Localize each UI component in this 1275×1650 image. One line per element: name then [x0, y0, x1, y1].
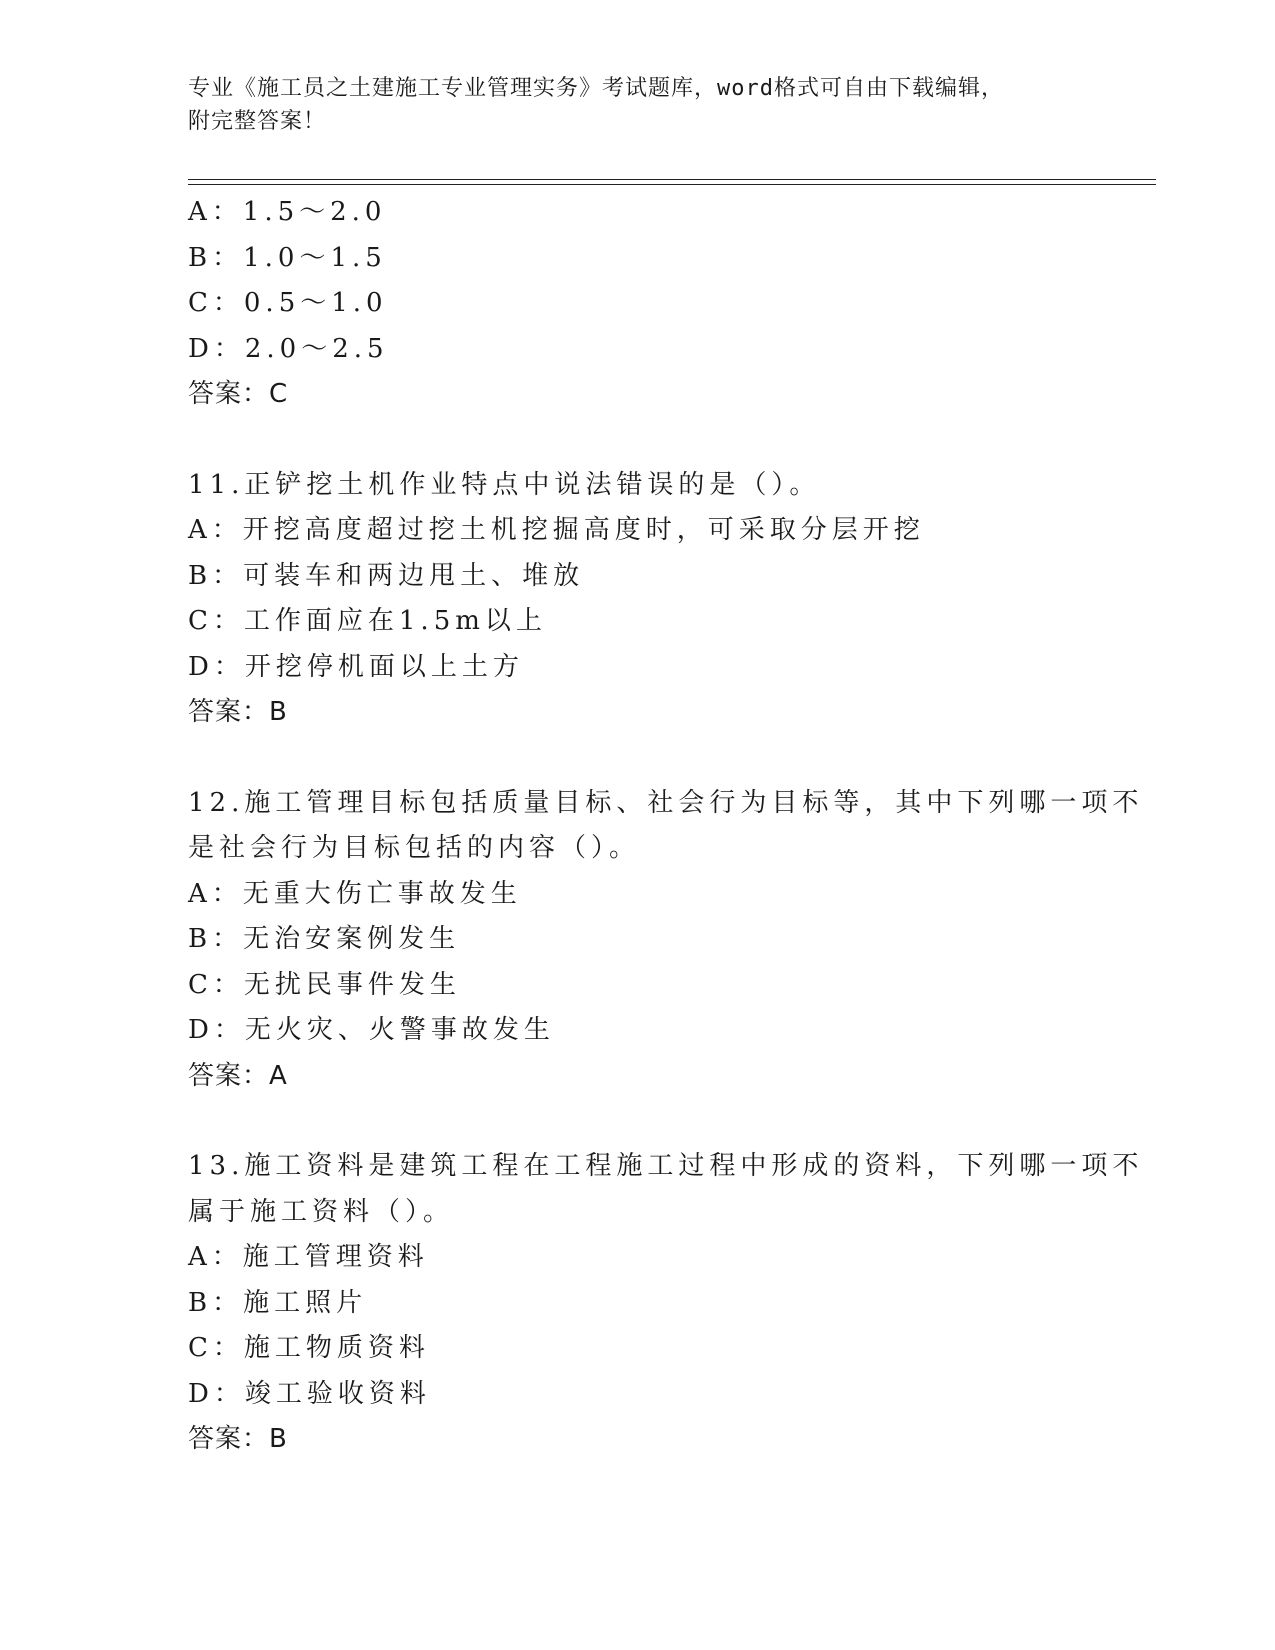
question-spacer — [188, 736, 1088, 781]
option-d: D：无火灾、火警事故发生 — [188, 1015, 555, 1045]
question-stem-line-1: 13.施工资料是建筑工程在工程施工过程中形成的资料，下列哪一项不 — [188, 1151, 1144, 1181]
answer: 答案：C — [188, 379, 289, 409]
answer: 答案：B — [188, 1424, 288, 1454]
header-line-2: 附完整答案！ — [188, 109, 327, 134]
header-divider-top — [188, 179, 1156, 180]
option-c: C：无扰民事件发生 — [188, 969, 461, 1000]
option-b: B：1.0～1.5 — [188, 242, 387, 273]
question-spacer — [188, 418, 1088, 463]
header-divider-bottom — [188, 184, 1156, 185]
question-12 — [188, 781, 1144, 1100]
option-b: B：可装车和两边甩土、堆放 — [188, 560, 585, 591]
option-b: B：施工照片 — [188, 1287, 368, 1318]
option-d: D：竣工验收资料 — [188, 1378, 431, 1409]
question-stem-line-1: 12.施工管理目标包括质量目标、社会行为目标等，其中下列哪一项不 — [188, 787, 1144, 818]
question-spacer — [188, 1099, 1088, 1144]
option-b: B：无治安案例发生 — [188, 924, 461, 954]
question-11 — [188, 463, 1088, 736]
option-a: A：1.5～2.0 — [188, 197, 387, 227]
question-list — [188, 190, 1144, 1463]
option-a: A：开挖高度超过挖土机挖掘高度时，可采取分层开挖 — [188, 515, 925, 545]
option-c: C：工作面应在1.5m以上 — [188, 606, 547, 636]
question-stem: 11.正铲挖土机作业特点中说法错误的是（）。 — [188, 469, 821, 500]
header-line-1: 专业《施工员之土建施工专业管理实务》考试题库，word格式可自由下载编辑， — [188, 76, 1004, 101]
question-10 — [188, 190, 1088, 418]
answer: 答案：A — [188, 1060, 288, 1091]
option-a: A：无重大伤亡事故发生 — [188, 878, 522, 909]
answer: 答案：B — [188, 697, 288, 727]
option-c: C：施工物质资料 — [188, 1333, 430, 1363]
option-a: A：施工管理资料 — [188, 1242, 429, 1272]
question-13 — [188, 1144, 1144, 1463]
option-d: D：开挖停机面以上土方 — [188, 651, 524, 682]
option-c: C：0.5～1.0 — [188, 288, 388, 318]
option-d: D：2.0～2.5 — [188, 333, 389, 364]
question-stem-line-2: 是社会行为目标包括的内容（）。 — [188, 833, 641, 863]
question-stem-line-2: 属于施工资料（）。 — [188, 1196, 455, 1227]
document-header — [188, 72, 1088, 138]
